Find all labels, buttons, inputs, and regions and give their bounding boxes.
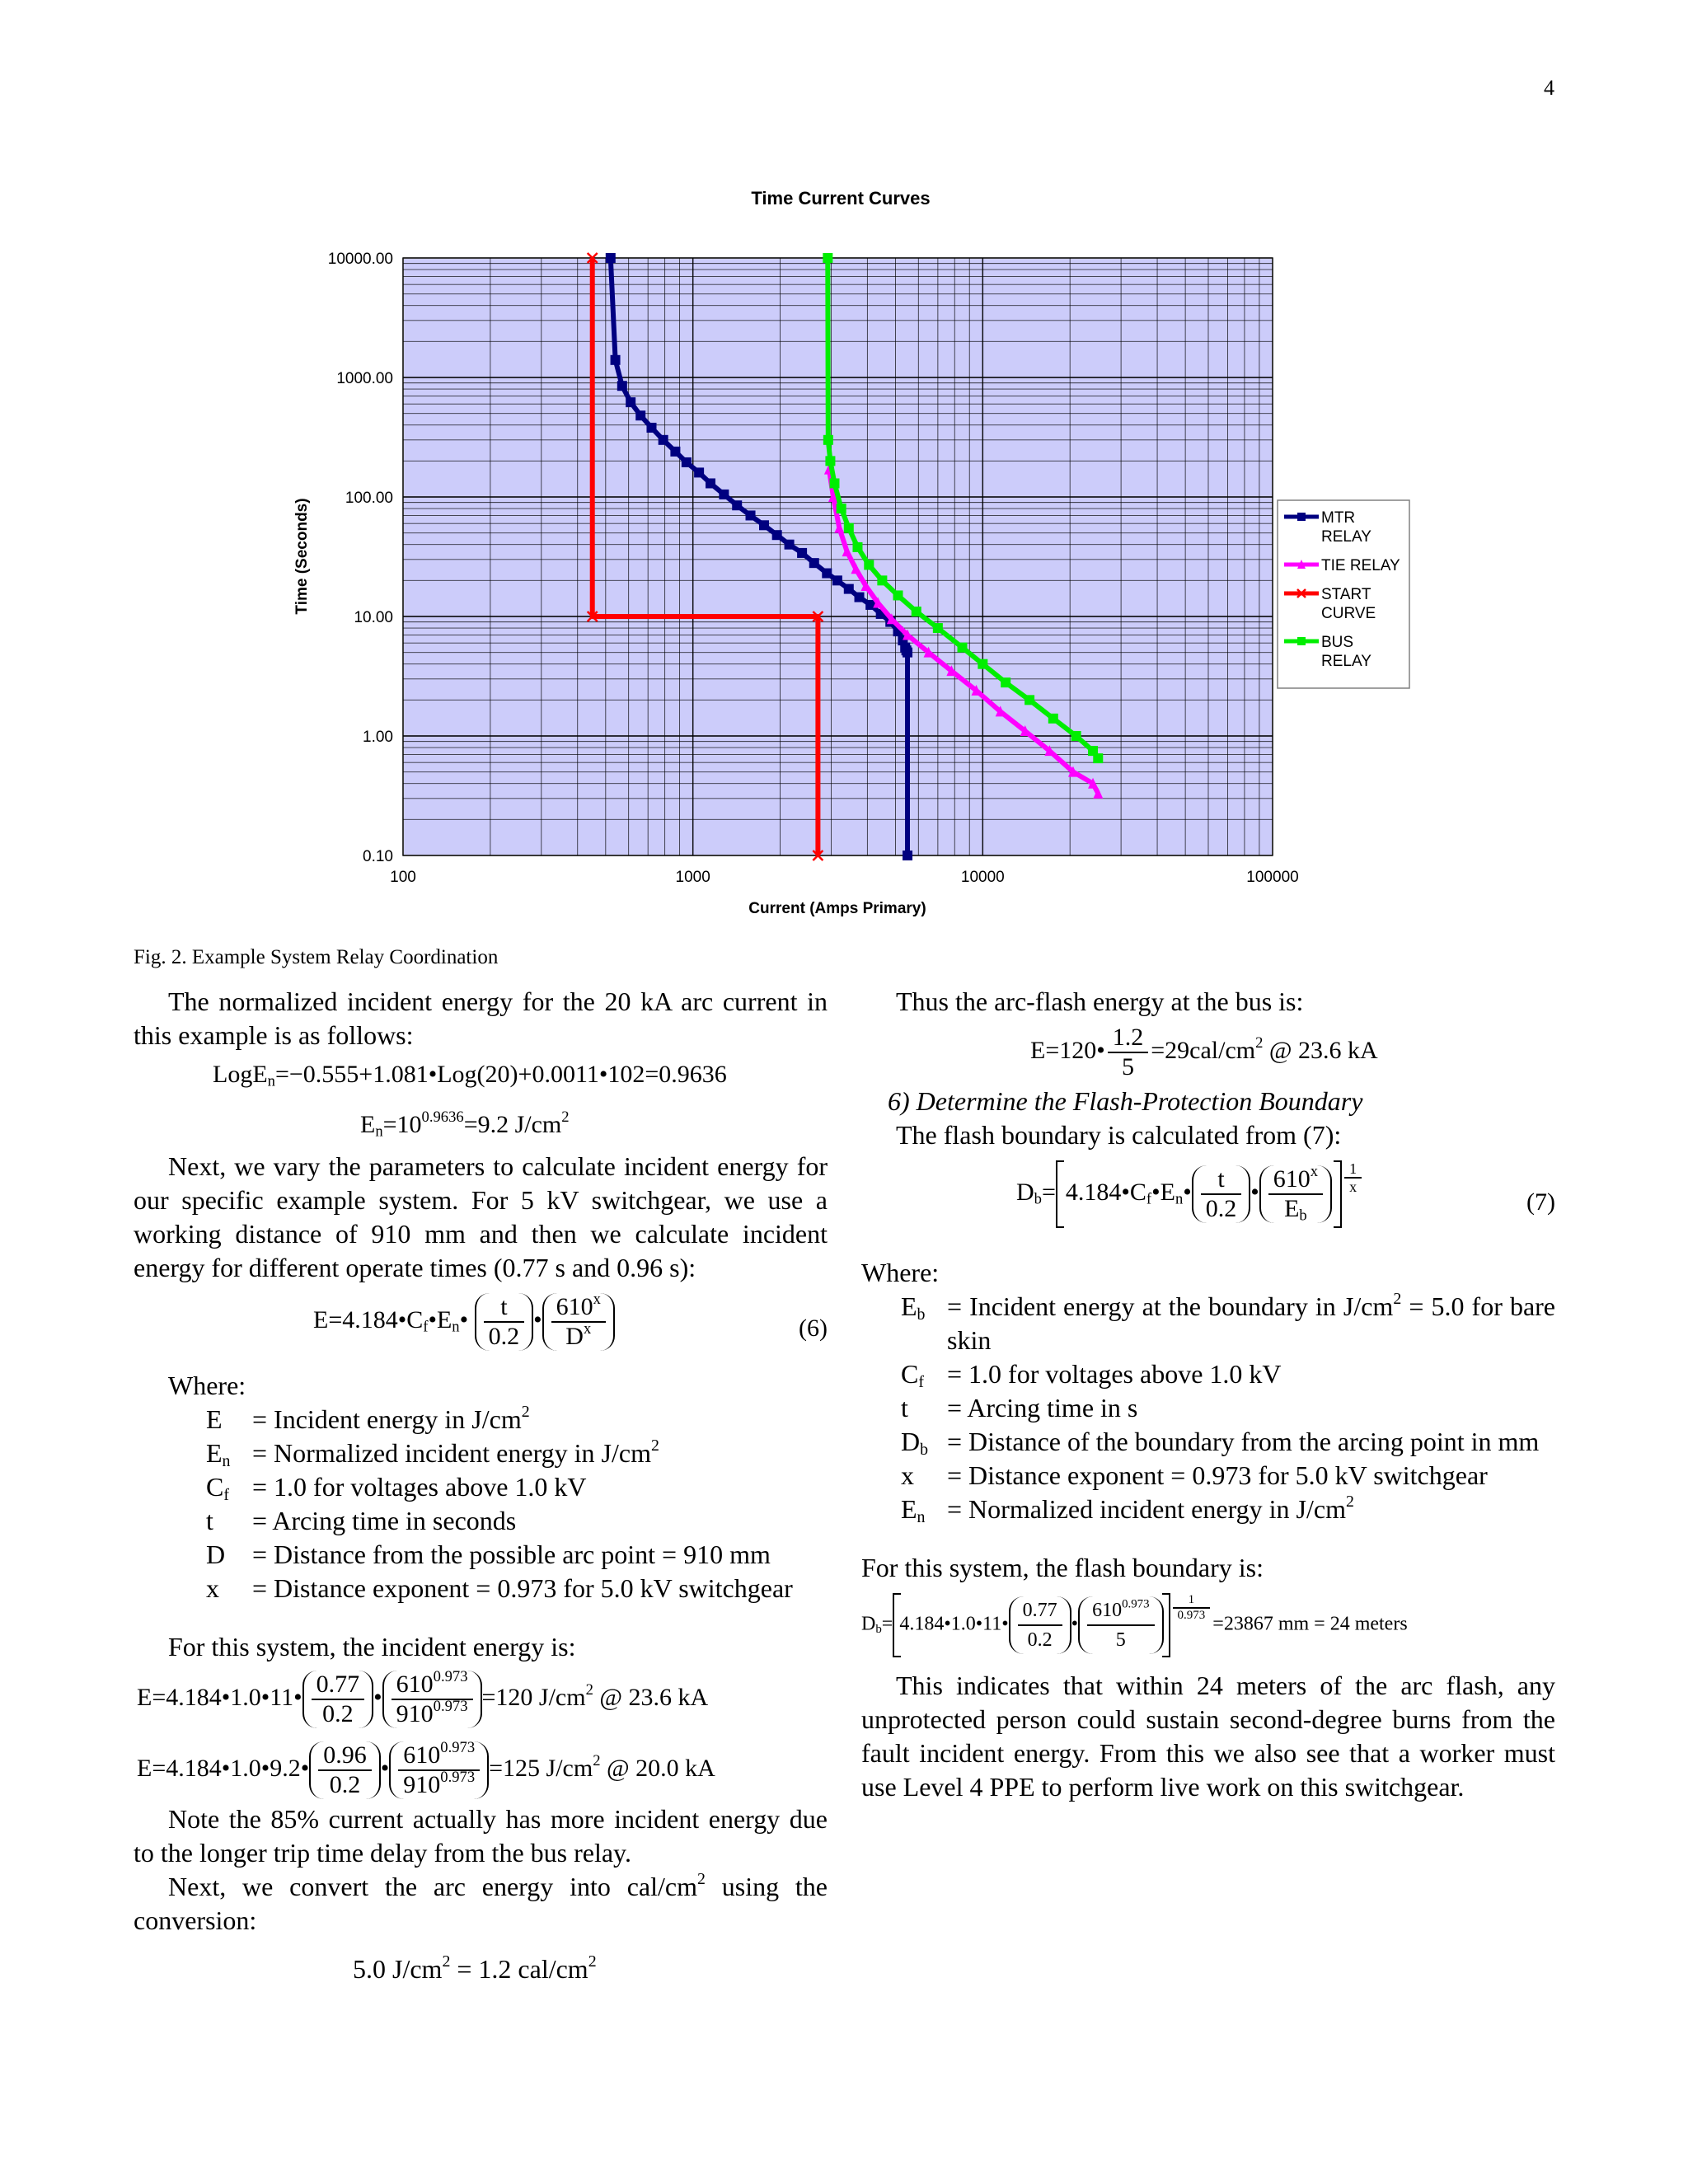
- x-tick-label: 100000: [1246, 869, 1299, 886]
- equation-6: $E=4.184•C_f•E_n•$ $\frac{t}{0.2}$ • $\frac{610^x}{D^x}$ (6): [313, 1290, 828, 1350]
- data-point: [844, 584, 854, 594]
- definition-text: = Distance of the boundary from the arcing point in mm: [947, 1427, 1540, 1456]
- data-point: [659, 435, 668, 445]
- data-point: [617, 381, 627, 391]
- data-point: [706, 478, 715, 488]
- left-paragraph-1: The normalized incident energy for the 20 kA arc current in this example is as follows:: [134, 987, 828, 1050]
- definition-row: [206, 1572, 793, 1605]
- definition-row: [206, 1436, 793, 1470]
- y-tick-label: 1000.00: [336, 370, 393, 387]
- definition-row: [206, 1538, 793, 1572]
- equation-flash-boundary: $D_b=$ 4.184•1.0•11• $\frac{0.77}{0.2}$ • $\frac{610^{0.973}}{5}$ $\frac{1}{0.973}$ =23867 mm = 24 meters: [861, 1593, 1555, 1657]
- definition-text: = Incident energy in $J/cm^2$: [252, 1403, 530, 1434]
- data-point: [903, 851, 912, 860]
- left-where-label: Where:: [168, 1371, 246, 1400]
- definition-text: = 1.0 for voltages above 1.0 kV: [947, 1359, 1282, 1389]
- equation-7-number: (7): [1526, 1188, 1555, 1216]
- definition-row: [901, 1391, 1555, 1425]
- data-point: [759, 520, 769, 530]
- definition-text: = Distance exponent = 0.973 for 5.0 kV switchgear: [947, 1460, 1488, 1490]
- legend-label: BUS: [1321, 634, 1354, 651]
- data-point: [746, 510, 756, 520]
- data-point: [823, 253, 832, 263]
- definition-text: = Arcing time in s: [947, 1393, 1138, 1422]
- time-current-chart: [288, 177, 1426, 919]
- data-point: [1071, 731, 1081, 741]
- left-paragraph-5: Next, we convert the arc energy into cal/$cm^2$ using the conversion:: [134, 1870, 828, 1935]
- x-tick-label: 10000: [960, 869, 1005, 886]
- chart-title: Time Current Curves: [751, 188, 931, 209]
- data-point: [670, 447, 680, 457]
- definition-text: = 1.0 for voltages above 1.0 kV: [252, 1472, 587, 1502]
- y-tick-label: 1.00: [363, 729, 393, 746]
- right-paragraph-1: Thus the arc-flash energy at the bus is:: [896, 987, 1304, 1016]
- right-where-label: Where:: [861, 1258, 940, 1287]
- data-point: [933, 623, 943, 633]
- data-point: [732, 500, 742, 510]
- definition-row: [901, 1357, 1555, 1391]
- left-paragraph-2: Next, we vary the parameters to calculate incident energy for our specific example system. For 5 kV switchgear, we use a working distance of 910 mm and then we calculate incident energy for different operate times (0.77 s and 0.96 s):: [134, 1151, 828, 1282]
- data-point: [1093, 753, 1103, 763]
- definition-symbol: $C_f$: [206, 1472, 229, 1504]
- data-point: [822, 569, 832, 579]
- definition-symbol: $E_n$: [901, 1494, 926, 1526]
- y-tick-label: 100.00: [345, 490, 393, 507]
- x-tick-label: 1000: [675, 869, 710, 886]
- data-point: [809, 558, 819, 568]
- right-paragraph-3: For this system, the flash boundary is:: [861, 1553, 1264, 1582]
- definition-symbol: x: [206, 1573, 219, 1603]
- legend-label: CURVE: [1321, 605, 1376, 622]
- definition-text: = Distance from the possible arc point = 910 mm: [252, 1540, 771, 1569]
- definition-symbol: $E_b$: [901, 1291, 926, 1324]
- left-paragraph-3: For this system, the incident energy is:: [168, 1632, 576, 1661]
- definition-text: = Normalized incident energy in $J/cm^2$: [947, 1493, 1354, 1524]
- data-point: [646, 423, 656, 433]
- definition-symbol: $C_f$: [901, 1359, 924, 1391]
- equation-energy-a: E=4.184•1.0•11• $\frac{0.77}{0.2}$ • $\frac{610^{0.973}}{910^{0.973}}$ =120 $J/cm^2$ @ 23.6 kA: [137, 1667, 709, 1727]
- data-point: [844, 523, 854, 533]
- section-heading: 6) Determine the Flash-Protection Boundary: [888, 1086, 1363, 1116]
- x-axis-label: Current (Amps Primary): [748, 900, 926, 917]
- data-point: [611, 355, 621, 365]
- y-tick-label: 10000.00: [327, 251, 393, 268]
- y-axis-label: Time (Seconds): [293, 498, 311, 615]
- data-point: [978, 659, 987, 669]
- right-column: [861, 985, 1555, 1804]
- page-number: 4: [1544, 76, 1554, 100]
- legend-label: RELAY: [1321, 528, 1372, 546]
- data-point: [877, 575, 887, 585]
- definition-text: = Normalized incident energy in $J/cm^2$: [252, 1436, 659, 1468]
- definition-symbol: t: [206, 1506, 213, 1535]
- data-point: [606, 253, 616, 263]
- definition-row: [206, 1470, 793, 1504]
- data-point: [626, 397, 635, 407]
- equation-log-en: LogE$_n$=−0.555+1.081•Log(20)+0.0011•102=0.9636: [213, 1061, 727, 1090]
- definition-row: [206, 1403, 793, 1436]
- data-point: [912, 607, 921, 616]
- definition-row: [901, 1459, 1555, 1493]
- left-definitions: [206, 1403, 793, 1605]
- data-point: [797, 548, 807, 558]
- y-tick-label: 10.00: [354, 609, 393, 626]
- definition-row: [901, 1425, 1555, 1459]
- data-point: [682, 457, 692, 467]
- equation-energy-b: E=4.184•1.0•9.2• $\frac{0.96}{0.2}$ • $\frac{610^{0.973}}{910^{0.973}}$ =125 $J/cm^2$ @ 20.0 kA: [137, 1738, 715, 1798]
- definition-text: = Distance exponent = 0.973 for 5.0 kV switchgear: [252, 1573, 793, 1603]
- legend-label: MTR: [1321, 509, 1356, 527]
- data-point: [855, 593, 865, 602]
- equation-6-number: (6): [799, 1315, 828, 1342]
- data-point: [719, 490, 729, 499]
- right-definitions: [901, 1290, 1555, 1526]
- data-point: [837, 504, 846, 513]
- data-point: [1025, 695, 1034, 705]
- definition-row: [206, 1504, 793, 1538]
- definition-row: [901, 1290, 1555, 1357]
- data-point: [1048, 714, 1058, 724]
- definition-row: [901, 1493, 1555, 1526]
- data-point: [823, 435, 833, 445]
- definition-symbol: $D_b$: [901, 1427, 929, 1459]
- data-point: [635, 410, 645, 420]
- plot-area: [403, 258, 1273, 855]
- definition-text: = Incident energy at the boundary in $J/cm^2 = 5.0$ for bare skin: [947, 1290, 1556, 1355]
- equation-bus-energy: E=120• $\frac{1.2}{5}$ $=29cal/cm^2$ @ 23.6 kA: [1030, 1024, 1378, 1080]
- conversion-equation: 5.0 $J/cm^2 = 1.2$ cal/$cm^2$: [353, 1952, 597, 1984]
- chart-legend: [1278, 500, 1409, 688]
- definition-symbol: t: [901, 1393, 908, 1422]
- figure-caption: Fig. 2. Example System Relay Coordination: [134, 946, 499, 968]
- data-point: [829, 478, 839, 488]
- data-point: [893, 590, 903, 600]
- definition-symbol: D: [206, 1540, 226, 1569]
- right-paragraph-4: This indicates that within 24 meters of the arc flash, any unprotected person could sustain second-degree burns from the fault incident energy. From this we also see that a worker must use Level 4 PPE to perform live work on this switchgear.: [861, 1671, 1555, 1802]
- data-point: [832, 575, 842, 585]
- data-point: [864, 560, 874, 569]
- equation-7: $D_b=$ $4.184•C_f•E_n•$ $\frac{t}{0.2}$ • $\frac{610^x}{E_b}$ $\frac{1}{x}$ (7): [1016, 1160, 1555, 1251]
- legend-label: RELAY: [1321, 653, 1372, 670]
- x-tick-label: 100: [390, 869, 416, 886]
- data-point: [772, 530, 782, 540]
- chart-svg: [288, 177, 1426, 919]
- legend-label: START: [1321, 586, 1372, 603]
- definition-symbol: E: [206, 1404, 223, 1434]
- data-point: [1001, 677, 1010, 687]
- data-point: [694, 467, 704, 477]
- data-point: [785, 540, 795, 550]
- right-paragraph-2: The flash boundary is calculated from (7):: [896, 1120, 1342, 1150]
- legend-marker: [1297, 513, 1306, 521]
- data-point: [852, 542, 862, 552]
- data-point: [903, 648, 912, 658]
- data-point: [825, 456, 835, 466]
- left-paragraph-4: Note the 85% current actually has more incident energy due to the longer trip time delay from the bus relay.: [134, 1804, 828, 1868]
- y-tick-label: 0.10: [363, 848, 393, 865]
- definition-text: = Arcing time in seconds: [252, 1506, 517, 1535]
- definition-symbol: $E_n$: [206, 1438, 231, 1470]
- definition-symbol: x: [901, 1460, 914, 1490]
- data-point: [958, 643, 968, 653]
- equation-en: $E_n=10^{0.9636}=9.2$ $J/cm^2$: [360, 1108, 570, 1141]
- legend-marker: [1297, 637, 1306, 645]
- legend-label: TIE RELAY: [1321, 557, 1400, 574]
- left-column: [134, 985, 828, 1986]
